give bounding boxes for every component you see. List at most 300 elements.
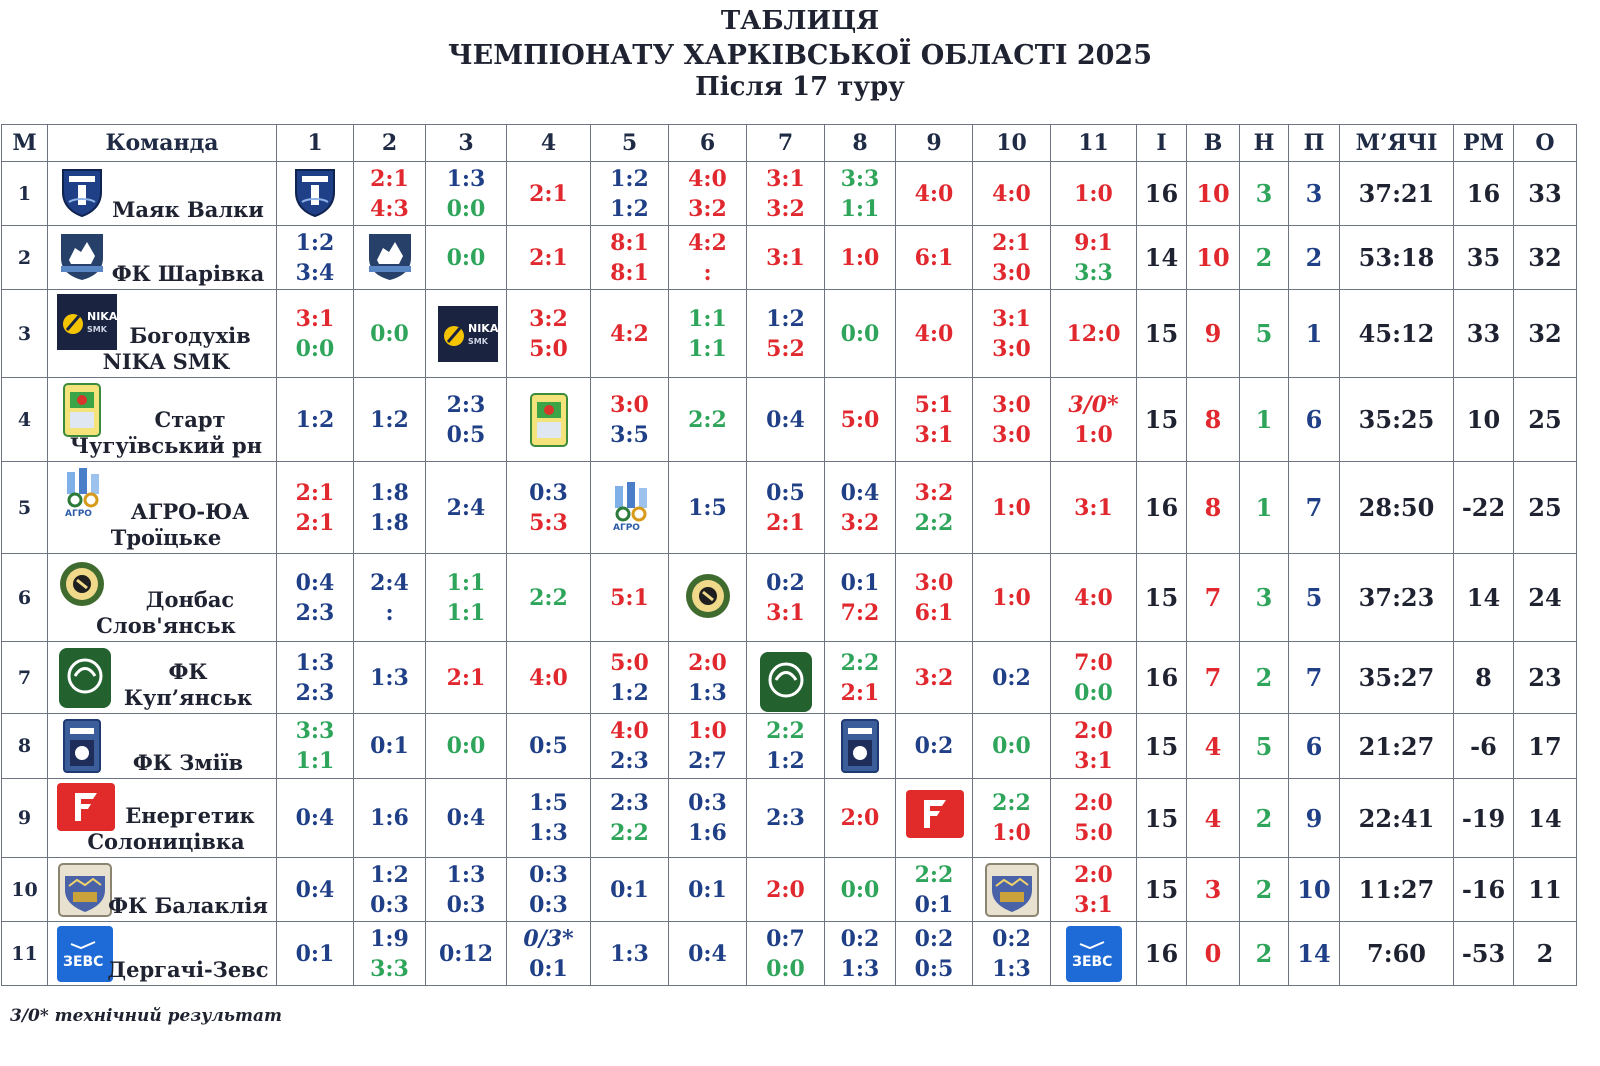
match-score: 3:1 [766,599,805,626]
goal-diff-cell: 10 [1454,378,1514,462]
team-cell [48,226,277,290]
match-score: 1:0 [688,718,727,744]
games-cell: 15 [1137,858,1187,922]
losses-cell: 14 [1289,922,1340,986]
match-score: : [385,599,394,626]
goals-cell: 7:60 [1340,922,1454,986]
draws-cell: 5 [1240,290,1289,378]
wins-cell: 0 [1187,922,1240,986]
match-score: 1:8 [370,509,409,536]
match-score: 3:5 [610,421,649,448]
match-score: 0:1 [688,876,727,903]
match-score: 1:2 [295,229,335,256]
match-score: 0:2 [992,925,1031,952]
footnote: 3/0* технічний результат [10,1006,283,1026]
team-name-line2: Чугуївський рн [69,433,263,458]
match-score: 0:4 [295,805,335,831]
match-score: 0:5 [446,421,486,448]
result-cell [973,922,1051,986]
team-name-line2: Троїцьке [110,525,222,550]
match-score: 1:2 [766,305,805,332]
games-cell: 15 [1137,714,1187,779]
losses-cell: 3 [1289,162,1340,226]
points-cell: 24 [1514,554,1577,642]
result-cell [973,226,1051,290]
result-cell [747,858,825,922]
result-cell [896,162,973,226]
match-score: 4:2 [610,320,649,347]
col-round-3: 3 [426,125,507,162]
col-draws: Н [1240,125,1289,162]
points-cell: 32 [1514,226,1577,290]
match-score: 0:4 [295,569,335,596]
result-cell [354,554,426,642]
match-score: 2:3 [610,748,649,774]
svg-text:SMK: SMK [87,325,107,334]
team-cell [48,922,277,986]
result-cell [896,462,973,554]
result-cell [896,922,973,986]
match-score: 2:0 [1074,861,1113,888]
result-cell [669,462,747,554]
result-cell [354,858,426,922]
page-title-line2: ЧЕМПІОНАТУ ХАРКІВСЬКОЇ ОБЛАСТІ 2025 [447,40,1153,71]
result-cell [507,858,591,922]
points-cell: 25 [1514,378,1577,462]
match-score: 3:1 [1074,494,1113,521]
goal-diff-cell: 14 [1454,554,1514,642]
result-cell [825,642,896,714]
match-score: : [703,259,712,286]
result-cell [1051,554,1137,642]
result-cell [973,554,1051,642]
match-score: 1:3 [529,820,568,846]
result-cell [973,714,1051,779]
team-name-line2: NIKA SMK [102,349,230,374]
match-score: 3:0 [610,391,649,418]
match-score: 1:6 [370,805,409,831]
result-cell [507,162,591,226]
result-cell [825,858,896,922]
result-cell [1051,226,1137,290]
result-cell [507,779,591,858]
position-cell: 1 [2,162,48,226]
match-score: 4:0 [914,320,954,347]
match-score: 3:3 [840,165,880,192]
result-cell [973,779,1051,858]
result-cell [507,642,591,714]
match-score: 1:3 [992,955,1031,982]
result-cell [669,858,747,922]
match-score: 0:2 [914,925,954,952]
team-name [58,499,274,551]
result-cell [426,554,507,642]
match-score: 0:0 [1074,679,1113,706]
wins-cell: 9 [1187,290,1240,378]
result-cell [426,378,507,462]
match-score: 5:1 [914,391,954,418]
team-name [58,803,274,855]
match-score: 3:2 [766,195,805,222]
col-round-10: 10 [973,125,1051,162]
match-score: 1:3 [446,165,486,192]
wins-cell: 10 [1187,162,1240,226]
draws-cell: 2 [1240,226,1289,290]
result-cell [277,226,354,290]
match-score: 0:2 [914,733,954,759]
result-cell [973,642,1051,714]
team-cell [48,378,277,462]
match-score: 0:4 [688,940,727,967]
diagonal-logo-cell [354,226,426,290]
match-score: 4:0 [688,165,727,192]
team-cell [48,642,277,714]
match-score: 3:2 [688,195,727,222]
match-score: 0:1 [529,955,568,982]
match-score: 1:3 [688,679,727,706]
draws-cell: 1 [1240,462,1289,554]
match-score: 12:0 [1066,320,1121,347]
result-cell [426,462,507,554]
table-row [2,714,1577,779]
diagonal-logo-cell [591,462,669,554]
result-cell [973,162,1051,226]
position-cell: 10 [2,858,48,922]
diagonal-logo-cell [669,554,747,642]
result-cell [1051,779,1137,858]
donbas-logo [680,570,736,626]
col-team: Команда [48,125,277,162]
match-score: 1:3 [446,861,486,888]
games-cell: 15 [1137,779,1187,858]
team-name-line1: ФК Зміїв [132,750,244,775]
table-row [2,290,1577,378]
match-score: 0:5 [914,955,954,982]
match-score: 4:0 [914,180,954,207]
team-name-line1: ФК Куп’янськ [123,659,253,710]
result-cell [591,378,669,462]
draws-cell: 5 [1240,714,1289,779]
svg-text:ЗЕВС: ЗЕВС [63,954,104,970]
mayak-logo [287,166,343,222]
col-games: І [1137,125,1187,162]
points-cell: 25 [1514,462,1577,554]
team-cell [48,714,277,779]
result-cell [747,554,825,642]
team-name [58,659,274,711]
match-score: 1:2 [370,406,409,433]
col-round-8: 8 [825,125,896,162]
result-cell [507,554,591,642]
match-score: 1:5 [529,790,568,816]
team-name-line1: Богодухів [129,323,251,348]
match-score: 1:2 [610,165,649,192]
match-score: 0:0 [370,320,409,347]
result-cell [277,462,354,554]
goals-cell: 35:27 [1340,642,1454,714]
team-name-line1: Старт [154,407,226,432]
draws-cell: 3 [1240,162,1289,226]
points-cell: 33 [1514,162,1577,226]
match-score: 3:2 [529,305,568,332]
match-score: 5:0 [610,649,649,676]
match-score: 0:0 [446,195,486,222]
match-score: 2:2 [610,820,649,846]
result-cell [591,858,669,922]
match-score: 4:3 [370,195,409,222]
match-score: 5:2 [766,335,805,362]
diagonal-logo-cell [426,290,507,378]
result-cell [825,162,896,226]
match-score: 3:1 [766,165,805,192]
col-round-7: 7 [747,125,825,162]
match-score: 2:1 [370,165,409,192]
games-cell: 15 [1137,290,1187,378]
result-cell [973,462,1051,554]
match-score: 6:1 [914,599,954,626]
match-score: 0/3* [523,925,574,952]
match-score: 2:0 [766,876,805,903]
col-round-1: 1 [277,125,354,162]
goal-diff-cell: -22 [1454,462,1514,554]
result-cell [896,378,973,462]
result-cell [669,226,747,290]
match-score: 0:0 [840,320,880,347]
sharivka-logo [362,230,418,286]
col-round-5: 5 [591,125,669,162]
team-cell [48,462,277,554]
result-cell [896,714,973,779]
result-cell [1051,290,1137,378]
goals-cell: 28:50 [1340,462,1454,554]
match-score: 3:2 [914,664,954,691]
table-row [2,922,1577,986]
match-score: 1:5 [688,494,727,521]
match-score: 5:0 [840,406,880,433]
team-name-line1: ФК Балаклія [108,893,268,918]
result-cell [591,554,669,642]
team-cell [48,290,277,378]
page-subtitle: Після 17 туру [695,72,905,102]
result-cell [591,226,669,290]
match-score: 0:0 [295,335,335,362]
result-cell [669,162,747,226]
games-cell: 16 [1137,642,1187,714]
match-score: 3/0* [1068,391,1119,418]
match-score: 8:1 [610,229,649,256]
points-cell: 17 [1514,714,1577,779]
col-diff: РМ [1454,125,1514,162]
result-cell [354,462,426,554]
draws-cell: 2 [1240,642,1289,714]
match-score: 0:3 [529,861,568,888]
diagonal-logo-cell [277,162,354,226]
match-score: 2:3 [446,391,486,418]
standings-body [2,162,1577,986]
goal-diff-cell: -6 [1454,714,1514,779]
match-score: 3:0 [992,259,1031,286]
position-cell: 3 [2,290,48,378]
result-cell [277,779,354,858]
match-score: 0:0 [446,244,486,271]
result-cell [1051,642,1137,714]
goals-cell: 37:21 [1340,162,1454,226]
team-name [58,957,274,983]
match-score: 2:2 [529,584,568,611]
match-score: 0:7 [766,925,805,952]
match-score: 3:1 [295,305,335,332]
match-score: 3:3 [1074,259,1113,286]
goals-cell: 21:27 [1340,714,1454,779]
wins-cell: 8 [1187,378,1240,462]
match-score: 1:6 [688,820,727,846]
match-score: 2:4 [446,494,486,521]
team-name [58,893,274,919]
match-score: 1:2 [766,748,805,774]
losses-cell: 6 [1289,378,1340,462]
team-name-line1: ФК Шарівка [111,261,265,286]
match-score: 0:5 [766,479,805,506]
result-cell [669,714,747,779]
match-score: 0:3 [446,891,486,918]
match-score: 3:2 [840,509,880,536]
col-pos: М [2,125,48,162]
diagonal-logo-cell [747,642,825,714]
result-cell [747,290,825,378]
result-cell [825,226,896,290]
games-cell: 14 [1137,226,1187,290]
match-score: 2:1 [766,509,805,536]
result-cell [1051,714,1137,779]
standings-table [1,124,1577,986]
match-score: 1:0 [1074,421,1113,448]
goals-cell: 35:25 [1340,378,1454,462]
page-title-line1: ТАБЛИЦЯ [720,6,880,36]
table-row [2,642,1577,714]
position-cell: 9 [2,779,48,858]
result-cell [277,642,354,714]
svg-text:SMK: SMK [468,336,488,346]
table-row [2,779,1577,858]
match-score: 4:0 [529,664,568,691]
team-name-line1: Донбас [145,587,235,612]
match-score: 1:9 [370,925,409,952]
result-cell [426,858,507,922]
result-cell [354,922,426,986]
match-score: 1:8 [370,479,409,506]
table-row [2,858,1577,922]
draws-cell: 2 [1240,922,1289,986]
match-score: 2:0 [840,805,880,831]
match-score: 2:1 [529,180,568,207]
result-cell [669,922,747,986]
team-name [58,261,274,287]
result-cell [507,290,591,378]
result-cell [354,378,426,462]
result-cell [973,290,1051,378]
points-cell: 14 [1514,779,1577,858]
diagonal-logo-cell [507,378,591,462]
points-cell: 2 [1514,922,1577,986]
team-name-line1: Енергетик [125,803,255,828]
match-score: 7:0 [1074,649,1113,676]
team-cell [48,858,277,922]
goals-cell: 37:23 [1340,554,1454,642]
match-score: 0:4 [840,479,880,506]
match-score: 0:3 [370,891,409,918]
diagonal-logo-cell [896,779,973,858]
losses-cell: 7 [1289,642,1340,714]
match-score: 1:2 [295,406,335,433]
col-round-6: 6 [669,125,747,162]
match-score: 2:2 [992,790,1031,816]
result-cell [1051,858,1137,922]
match-score: 1:3 [610,940,649,967]
goal-diff-cell: 16 [1454,162,1514,226]
result-cell [1051,462,1137,554]
match-score: 3:4 [295,259,335,286]
result-cell [507,714,591,779]
match-score: 2:3 [295,599,335,626]
result-cell [354,642,426,714]
match-score: 0:1 [295,940,335,967]
games-cell: 16 [1137,922,1187,986]
kupiansk-logo [758,650,814,706]
result-cell [896,554,973,642]
result-cell [896,226,973,290]
match-score: 2:4 [370,569,409,596]
match-score: 4:0 [1074,584,1113,611]
draws-cell: 1 [1240,378,1289,462]
result-cell [354,162,426,226]
match-score: 2:3 [610,790,649,816]
result-cell [591,922,669,986]
match-score: 5:0 [529,335,568,362]
result-cell [426,922,507,986]
wins-cell: 7 [1187,642,1240,714]
result-cell [896,290,973,378]
result-cell [277,554,354,642]
result-cell [825,922,896,986]
match-score: 2:1 [295,479,335,506]
match-score: 3:1 [766,244,805,271]
match-score: 3:1 [1074,748,1113,774]
match-score: 1:1 [688,335,727,362]
diagonal-logo-cell [1051,922,1137,986]
match-score: 2:0 [1074,790,1113,816]
match-score: 0:3 [529,479,568,506]
points-cell: 32 [1514,290,1577,378]
result-cell [825,290,896,378]
losses-cell: 1 [1289,290,1340,378]
team-name [58,407,274,459]
col-goals: М’ЯЧІ [1340,125,1454,162]
match-score: 1:0 [840,244,880,271]
position-cell: 11 [2,922,48,986]
header-row [2,125,1577,162]
match-score: 0:1 [914,891,954,918]
match-score: 0:4 [295,876,335,903]
match-score: 2:0 [1074,718,1113,744]
result-cell [747,226,825,290]
position-cell: 8 [2,714,48,779]
team-name [58,323,274,375]
wins-cell: 4 [1187,779,1240,858]
svg-text:АГРО: АГРО [612,522,640,532]
position-cell: 4 [2,378,48,462]
result-cell [825,779,896,858]
table-row [2,226,1577,290]
